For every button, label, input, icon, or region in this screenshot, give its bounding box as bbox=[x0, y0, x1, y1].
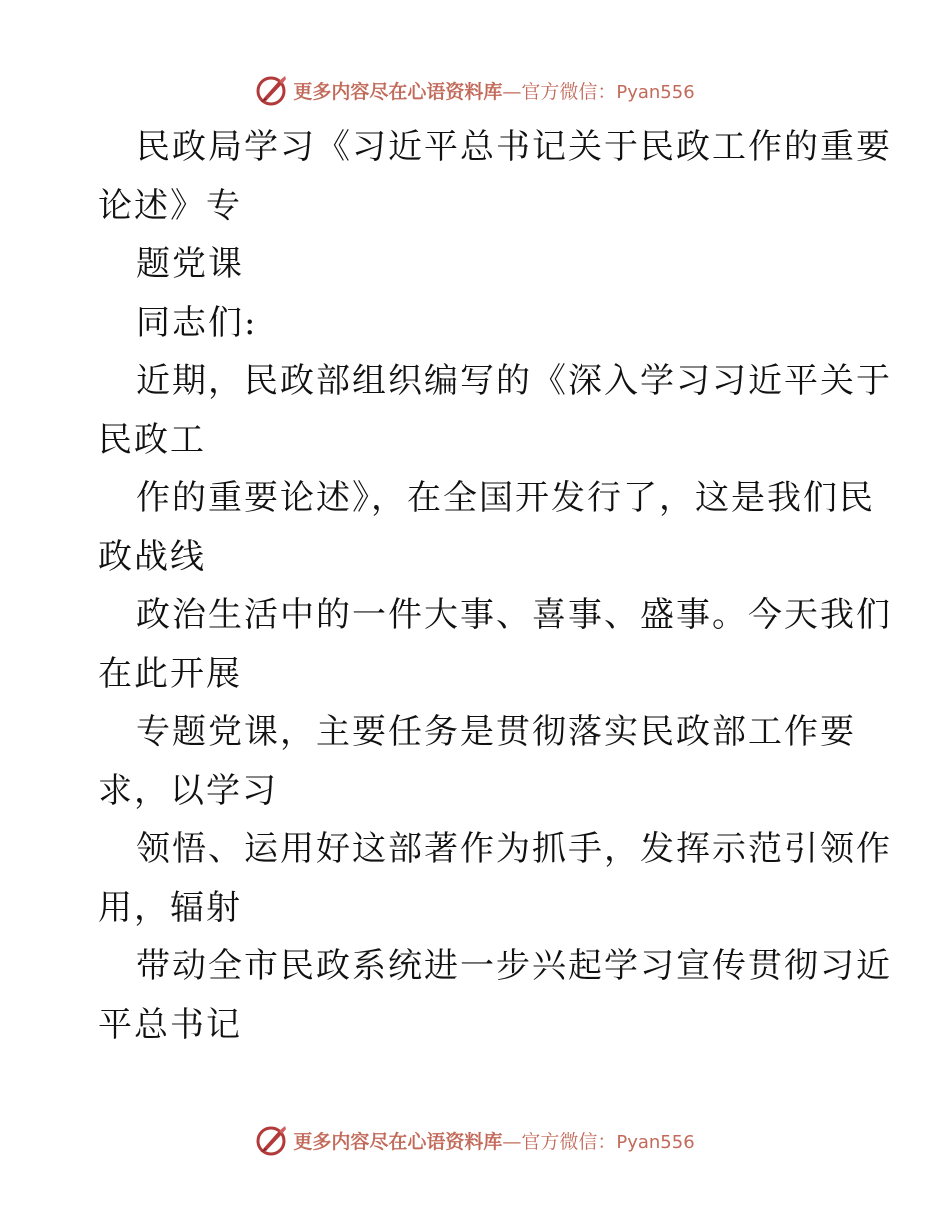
header-watermark bbox=[0, 70, 950, 110]
document-line: 专题党课，主要任务是贯彻落实民政部工作要 bbox=[136, 712, 856, 752]
watermark-text bbox=[293, 77, 694, 104]
document-line: 平总书记 bbox=[98, 1004, 242, 1045]
quill-logo-icon bbox=[255, 73, 289, 107]
watermark-dash: — bbox=[502, 80, 522, 103]
quill-logo-icon bbox=[255, 1123, 289, 1157]
watermark-wechat-id: Pyan556 bbox=[616, 81, 695, 103]
document-line: 民政局学习《习近平总书记关于民政工作的重要 bbox=[136, 127, 892, 167]
document-line: 领悟、运用好这部著作为抓手，发挥示范引领作 bbox=[136, 829, 892, 869]
watermark-brand: 更多内容尽在心语资料库 bbox=[293, 1130, 503, 1153]
watermark-wechat-label: 官方微信： bbox=[521, 1130, 617, 1153]
document-line: 在此开展 bbox=[98, 653, 242, 694]
document-line: 近期，民政部组织编写的《深入学习习近平关于 bbox=[136, 361, 892, 401]
document-line: 政战线 bbox=[98, 536, 206, 577]
watermark-wechat-label: 官方微信： bbox=[521, 80, 617, 103]
document-line: 用，辐射 bbox=[98, 887, 242, 928]
document-line: 民政工 bbox=[98, 419, 206, 460]
document-line: 同志们: bbox=[136, 302, 258, 343]
document-line: 作的重要论述》，在全国开发行了，这是我们民 bbox=[136, 478, 875, 518]
document-line: 求，以学习 bbox=[98, 770, 278, 811]
watermark-brand: 更多内容尽在心语资料库 bbox=[293, 80, 503, 103]
watermark-text bbox=[293, 1127, 694, 1154]
document-line: 政治生活中的一件大事、喜事、盛事。今天我们 bbox=[136, 595, 892, 635]
document-line: 带动全市民政系统进一步兴起学习宣传贯彻习近 bbox=[136, 946, 892, 986]
watermark-dash: — bbox=[502, 1130, 522, 1153]
document-line: 题党课 bbox=[136, 244, 244, 284]
footer-watermark bbox=[0, 1120, 950, 1160]
document-line: 论述》专 bbox=[98, 185, 242, 226]
watermark-wechat-id: Pyan556 bbox=[616, 1131, 695, 1153]
document-body bbox=[98, 118, 892, 1054]
